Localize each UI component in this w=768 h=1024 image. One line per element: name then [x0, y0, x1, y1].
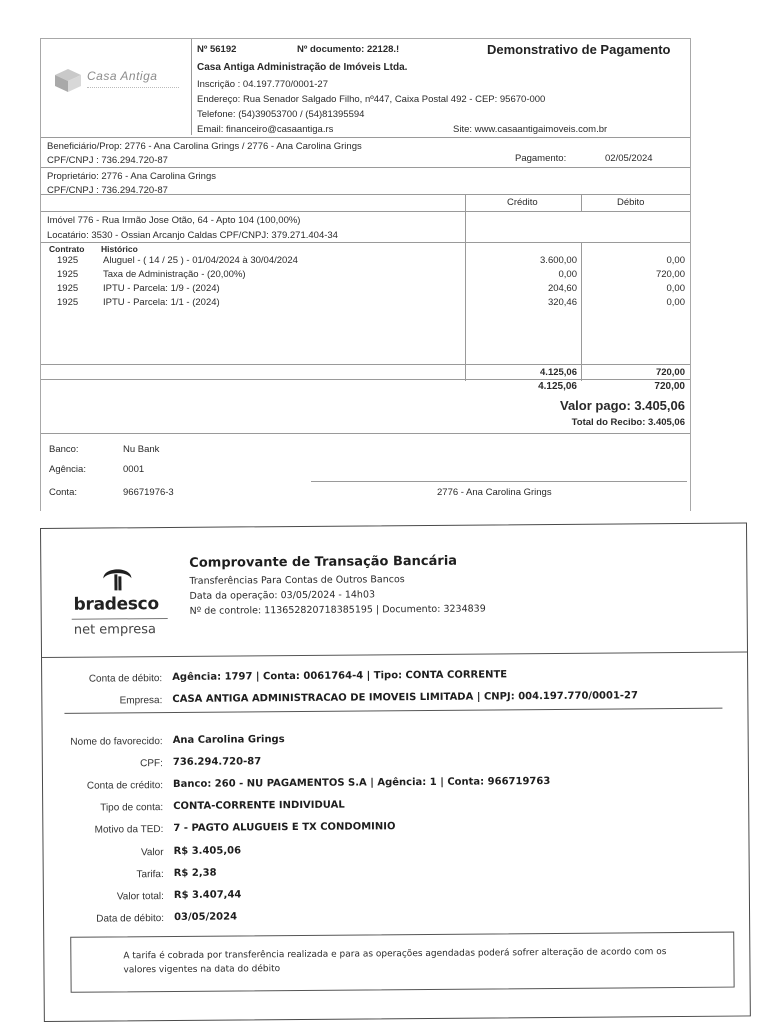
- row-history: IPTU - Parcela: 1/1 - (2024): [103, 297, 220, 308]
- row-credit: 3.600,00: [540, 255, 577, 266]
- divider: [41, 364, 690, 365]
- beneficiary-cpf: CPF/CNPJ : 736.294.720-87: [47, 155, 168, 166]
- table-row: [41, 297, 690, 311]
- payment-statement: [40, 38, 691, 511]
- company-website: Site: www.casaantigaimoveis.com.br: [453, 124, 608, 135]
- account-type-value: CONTA-CORRENTE INDIVIDUAL: [173, 799, 345, 812]
- row-history: IPTU - Parcela: 1/9 - (2024): [103, 283, 220, 294]
- fee-notice: [70, 932, 734, 993]
- debit-date-label: Data de débito:: [96, 913, 165, 925]
- ted-reason-value: 7 - PAGTO ALUGUEIS E TX CONDOMINIO: [173, 821, 396, 834]
- bank-subbrand: net empresa: [73, 622, 157, 638]
- divider: [41, 242, 690, 243]
- owner-cpf: CPF/CNPJ : 736.294.720-87: [47, 185, 168, 196]
- amount-value: R$ 3.405,06: [173, 845, 242, 857]
- agency-value: 0001: [123, 464, 145, 475]
- account-label: Conta:: [49, 487, 77, 498]
- bank-value: Nu Bank: [123, 444, 160, 455]
- divider: [41, 433, 690, 434]
- beneficiary: Beneficiário/Prop: 2776 - Ana Carolina Grings / 2776 - Ana Carolina Grings: [47, 141, 362, 152]
- subtotal-debit: 720,00: [655, 367, 685, 378]
- divider: [41, 194, 690, 195]
- divider: [465, 194, 466, 381]
- company-value: CASA ANTIGA ADMINISTRACAO DE IMOVEIS LIMITADA | CNPJ: 004.197.770/0001-27: [172, 690, 639, 705]
- divider: [581, 242, 582, 381]
- divider: [581, 194, 582, 211]
- credit-account-value: Banco: 260 - NU PAGAMENTOS S.A | Agência: 1 | Conta: 966719763: [172, 776, 551, 790]
- cube-logo-icon: [53, 67, 83, 93]
- row-debit: 0,00: [666, 297, 685, 308]
- bank-name: bradesco: [73, 594, 159, 615]
- credit-column-header: Crédito: [507, 197, 538, 208]
- debit-account-label: Conta de débito:: [88, 673, 163, 685]
- row-credit: 204,60: [547, 283, 577, 294]
- row-debit: 0,00: [666, 283, 685, 294]
- total-amount-value: R$ 3.407,44: [173, 889, 242, 901]
- fee-notice-line-2: valores vigentes na data do débito: [123, 964, 281, 976]
- divider: [41, 379, 690, 380]
- history-column-header: Histórico: [101, 244, 138, 254]
- row-credit: 320,46: [547, 297, 577, 308]
- total-debit: 720,00: [654, 381, 685, 392]
- control-number: Nº de controle: 113652820718385195 | Documento: 3234839: [189, 603, 486, 617]
- logo-text: Casa Antiga: [87, 69, 158, 83]
- payee-name-label: Nome do favorecido:: [70, 736, 163, 748]
- amount-paid: Valor pago: 3.405,06: [559, 398, 685, 413]
- document-id: Nº documento: 22128.!: [297, 44, 400, 55]
- table-row: [41, 255, 690, 269]
- header-divider: [191, 39, 192, 135]
- row-history: Taxa de Administração - (20,00%): [103, 269, 246, 280]
- company-logo: [49, 57, 189, 107]
- logo-tagline: [87, 87, 179, 94]
- owner: Proprietário: 2776 - Ana Carolina Grings: [47, 171, 216, 182]
- fee-value: R$ 2,38: [173, 867, 217, 879]
- signature-line: [311, 481, 687, 482]
- debit-account-value: Agência: 1797 | Conta: 0061764-4 | Tipo: CONTA CORRENTE: [172, 669, 508, 683]
- row-contract: 1925: [57, 269, 79, 280]
- table-row: [41, 283, 690, 297]
- company-name: Casa Antiga Administração de Imóveis Ltda.: [197, 62, 408, 73]
- total-credit: 4.125,06: [538, 381, 577, 392]
- fee-label: Tarifa:: [136, 869, 164, 881]
- receipt-total: Total do Recibo: 3.405,06: [571, 417, 685, 428]
- subtotal-credit: 4.125,06: [540, 367, 577, 378]
- company-address: Endereço: Rua Senador Salgado Filho, nº447, Caixa Postal 492 - CEP: 95670-000: [197, 94, 546, 105]
- bradesco-tree-icon: [99, 562, 135, 592]
- property: Imóvel 776 - Rua Irmão Jose Otão, 64 - Apto 104 (100,00%): [47, 215, 301, 226]
- row-debit: 720,00: [655, 269, 685, 280]
- receipt-title: Comprovante de Transação Bancária: [189, 553, 458, 571]
- row-contract: 1925: [57, 297, 79, 308]
- row-credit: 0,00: [558, 269, 577, 280]
- header-divider: [42, 651, 747, 658]
- document-number: Nº 56192: [197, 44, 237, 55]
- bradesco-logo: [69, 562, 170, 645]
- divider: [41, 211, 690, 212]
- fee-notice-line-1: A tarifa é cobrada por transferência realizada e para as operações agendadas poderá sofrer alteração de acordo com os: [123, 947, 667, 962]
- bank-transfer-receipt: [40, 522, 751, 1022]
- payment-date: 02/05/2024: [605, 153, 653, 164]
- company-registration: Inscrição : 04.197.770/0001-27: [197, 79, 328, 90]
- cpf-value: 736.294.720-87: [172, 756, 262, 768]
- debit-column-header: Débito: [617, 197, 645, 208]
- divider: [41, 167, 690, 168]
- row-contract: 1925: [57, 283, 79, 294]
- payment-label: Pagamento:: [515, 153, 567, 164]
- operation-date: Data da operação: 03/05/2024 - 14h03: [189, 589, 376, 602]
- divider: [41, 137, 690, 138]
- signature-name: 2776 - Ana Carolina Grings: [437, 487, 552, 498]
- amount-label: Valor: [140, 847, 164, 859]
- company-phone: Telefone: (54)39053700 / (54)81395594: [197, 109, 365, 120]
- tenant: Locatário: 3530 - Ossian Arcanjo Caldas CPF/CNPJ: 379.271.404-34: [47, 230, 338, 241]
- logo-divider: [72, 618, 168, 620]
- company-label: Empresa:: [119, 695, 163, 707]
- receipt-subtitle: Transferências Para Contas de Outros Bancos: [189, 574, 405, 587]
- page-title: Demonstrativo de Pagamento: [487, 42, 671, 57]
- account-value: 96671976-3: [123, 487, 174, 498]
- debit-date-value: 03/05/2024: [174, 911, 238, 923]
- account-type-label: Tipo de conta:: [100, 802, 164, 814]
- section-divider: [64, 708, 722, 714]
- payee-name-value: Ana Carolina Grings: [172, 734, 285, 746]
- agency-label: Agência:: [49, 464, 86, 475]
- ted-reason-label: Motivo da TED:: [94, 824, 164, 836]
- row-contract: 1925: [57, 255, 79, 266]
- row-debit: 0,00: [666, 255, 685, 266]
- bank-label: Banco:: [49, 444, 79, 455]
- cpf-label: CPF:: [140, 758, 163, 770]
- table-row: [41, 269, 690, 283]
- credit-account-label: Conta de crédito:: [86, 780, 164, 792]
- contract-column-header: Contrato: [49, 244, 85, 254]
- company-email: Email: financeiro@casaantiga.rs: [197, 124, 334, 135]
- total-amount-label: Valor total:: [116, 891, 164, 903]
- row-history: Aluguel - ( 14 / 25 ) - 01/04/2024 à 30/04/2024: [103, 255, 298, 266]
